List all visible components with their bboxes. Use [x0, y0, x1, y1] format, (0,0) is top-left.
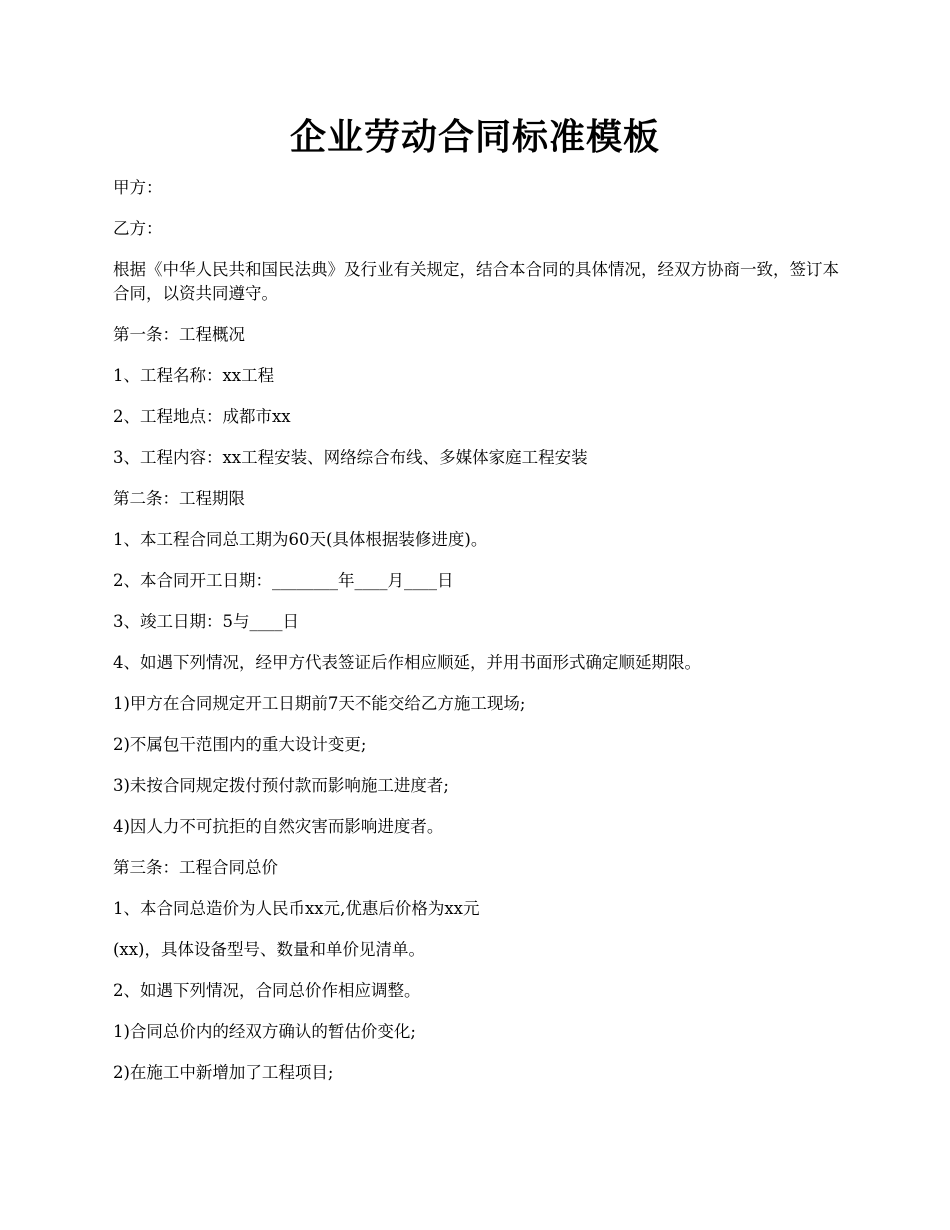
article-1-item-2: 2、工程地点：成都市xx — [113, 407, 291, 426]
preamble-paragraph: 根据《中华人民共和国民法典》及行业有关规定，结合本合同的具体情况，经双方协商一致，签订本合同，以资共同遵守。 — [113, 260, 839, 303]
article-1-item-3: 3、工程内容：xx工程安装、网络综合布线、多媒体家庭工程安装 — [113, 448, 588, 467]
document-title: 企业劳动合同标准模板 — [289, 116, 660, 158]
article-3-item-2: 2、如遇下列情况，合同总价作相应调整。 — [113, 981, 421, 1000]
article-2-item-3: 3、竣工日期：5与____日 — [113, 612, 299, 631]
article-3-item-1-continued: (xx)，具体设备型号、数量和单价见清单。 — [113, 940, 425, 959]
article-2-item-4: 4、如遇下列情况，经甲方代表签证后作相应顺延，并用书面形式确定顺延期限。 — [113, 653, 701, 672]
party-a-line: 甲方： — [113, 178, 163, 197]
article-1-heading: 第一条：工程概况 — [113, 325, 245, 344]
article-2-heading: 第二条：工程期限 — [113, 489, 245, 508]
article-2-subitem-3: 3)未按合同规定拨付预付款而影响施工进度者; — [113, 776, 449, 795]
article-3-subitem-2: 2)在施工中新增加了工程项目; — [113, 1063, 334, 1082]
article-3-heading: 第三条：工程合同总价 — [113, 858, 278, 877]
article-1-item-1: 1、工程名称：xx工程 — [113, 366, 275, 385]
document-body — [113, 176, 843, 1102]
article-2-item-2: 2、本合同开工日期：________年____月____日 — [113, 571, 454, 590]
article-2-subitem-2: 2)不属包干范围内的重大设计变更; — [113, 735, 367, 754]
article-2-subitem-4: 4)因人力不可抗拒的自然灾害而影响进度者。 — [113, 817, 444, 836]
article-3-item-1: 1、本合同总造价为人民币xx元,优惠后价格为xx元 — [113, 899, 480, 918]
article-2-subitem-1: 1)甲方在合同规定开工日期前7天不能交给乙方施工现场; — [113, 694, 526, 713]
article-2-item-1: 1、本工程合同总工期为60天(具体根据装修进度)。 — [113, 530, 488, 549]
article-3-subitem-1: 1)合同总价内的经双方确认的暂估价变化; — [113, 1022, 416, 1041]
party-b-line: 乙方： — [113, 219, 163, 238]
